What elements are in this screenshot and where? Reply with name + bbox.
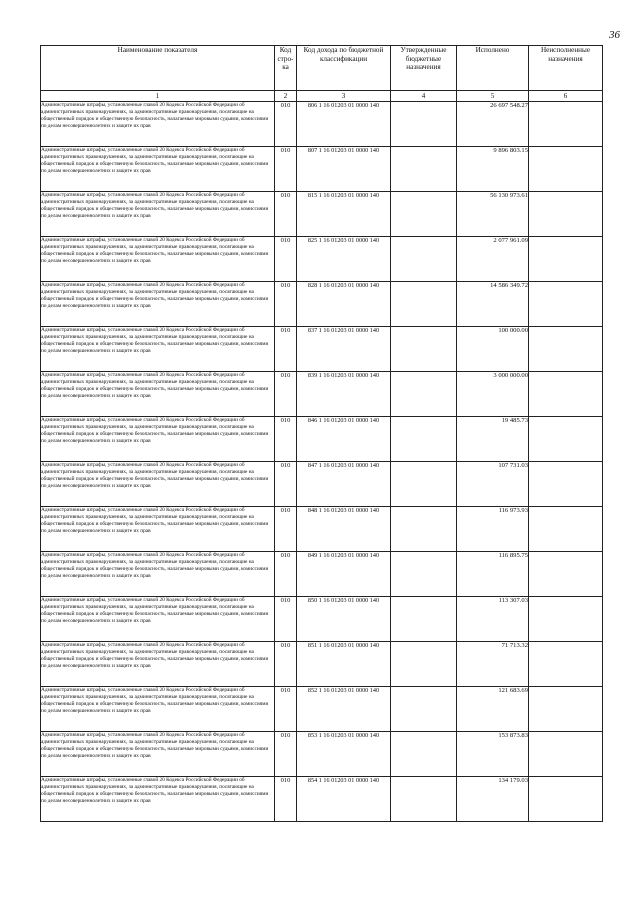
executed-amount: 113 307.03 xyxy=(457,597,529,642)
unexecuted-amount xyxy=(529,192,603,237)
approved-amount xyxy=(391,282,457,327)
approved-amount xyxy=(391,237,457,282)
unexecuted-amount xyxy=(529,462,603,507)
header-name: Наименование показателя xyxy=(41,46,275,91)
budget-classification-code: 848 1 16 01203 01 0000 140 xyxy=(297,507,391,552)
unexecuted-amount xyxy=(529,237,603,282)
executed-amount: 116 895.75 xyxy=(457,552,529,597)
budget-classification-code: 849 1 16 01203 01 0000 140 xyxy=(297,552,391,597)
line-code: 010 xyxy=(275,687,297,732)
approved-amount xyxy=(391,552,457,597)
table-row xyxy=(41,102,603,147)
indicator-name: Административные штрафы, установленные главой 20 Кодекса Российской Федерации об административных правонарушениях, за административные правонарушения, посягающие на общественный порядок и общественную безопасность, налагаемые мировыми судьями, комиссиями по делам несовершеннолетних и защите их прав xyxy=(41,462,275,507)
executed-amount: 153 873.83 xyxy=(457,732,529,777)
line-code: 010 xyxy=(275,417,297,462)
indicator-name: Административные штрафы, установленные главой 20 Кодекса Российской Федерации об административных правонарушениях, за административные правонарушения, посягающие на общественный порядок и общественную безопасность, налагаемые мировыми судьями, комиссиями по делам несовершеннолетних и защите их прав xyxy=(41,417,275,462)
budget-classification-code: 854 1 16 01203 01 0000 140 xyxy=(297,777,391,822)
executed-amount: 121 683.69 xyxy=(457,687,529,732)
budget-classification-code: 806 1 16 01203 01 0000 140 xyxy=(297,102,391,147)
approved-amount xyxy=(391,102,457,147)
approved-amount xyxy=(391,642,457,687)
approved-amount xyxy=(391,192,457,237)
table-row xyxy=(41,687,603,732)
line-code: 010 xyxy=(275,732,297,777)
unexecuted-amount xyxy=(529,147,603,192)
column-number: 6 xyxy=(529,91,603,102)
budget-classification-code: 851 1 16 01203 01 0000 140 xyxy=(297,642,391,687)
unexecuted-amount xyxy=(529,732,603,777)
approved-amount xyxy=(391,777,457,822)
indicator-name: Административные штрафы, установленные главой 20 Кодекса Российской Федерации об административных правонарушениях, за административные правонарушения, посягающие на общественный порядок и общественную безопасность, налагаемые мировыми судьями, комиссиями по делам несовершеннолетних и защите их прав xyxy=(41,282,275,327)
executed-amount: 19 485.73 xyxy=(457,417,529,462)
unexecuted-amount xyxy=(529,372,603,417)
budget-classification-code: 815 1 16 01203 01 0000 140 xyxy=(297,192,391,237)
line-code: 010 xyxy=(275,237,297,282)
budget-classification-code: 807 1 16 01203 01 0000 140 xyxy=(297,147,391,192)
header-executed: Исполнено xyxy=(457,46,529,91)
table-row xyxy=(41,507,603,552)
table-row xyxy=(41,372,603,417)
table-row xyxy=(41,777,603,822)
table-row xyxy=(41,282,603,327)
table-row xyxy=(41,192,603,237)
page-number: 36 xyxy=(609,29,620,41)
executed-amount: 134 179.03 xyxy=(457,777,529,822)
table-row xyxy=(41,732,603,777)
indicator-name: Административные штрафы, установленные главой 20 Кодекса Российской Федерации об административных правонарушениях, за административные правонарушения, посягающие на общественный порядок и общественную безопасность, налагаемые мировыми судьями, комиссиями по делам несовершеннолетних и защите их прав xyxy=(41,237,275,282)
line-code: 010 xyxy=(275,282,297,327)
unexecuted-amount xyxy=(529,687,603,732)
budget-classification-code: 837 1 16 01203 01 0000 140 xyxy=(297,327,391,372)
indicator-name: Административные штрафы, установленные главой 20 Кодекса Российской Федерации об административных правонарушениях, за административные правонарушения, посягающие на общественный порядок и общественную безопасность, налагаемые мировыми судьями, комиссиями по делам несовершеннолетних и защите их прав xyxy=(41,687,275,732)
column-number: 5 xyxy=(457,91,529,102)
approved-amount xyxy=(391,687,457,732)
indicator-name: Административные штрафы, установленные главой 20 Кодекса Российской Федерации об административных правонарушениях, за административные правонарушения, посягающие на общественный порядок и общественную безопасность, налагаемые мировыми судьями, комиссиями по делам несовершеннолетних и защите их прав xyxy=(41,327,275,372)
executed-amount: 9 896 803.15 xyxy=(457,147,529,192)
table-row xyxy=(41,237,603,282)
line-code: 010 xyxy=(275,147,297,192)
indicator-name: Административные штрафы, установленные главой 20 Кодекса Российской Федерации об административных правонарушениях, за административные правонарушения, посягающие на общественный порядок и общественную безопасность, налагаемые мировыми судьями, комиссиями по делам несовершеннолетних и защите их прав xyxy=(41,642,275,687)
indicator-name: Административные штрафы, установленные главой 20 Кодекса Российской Федерации об административных правонарушениях, за административные правонарушения, посягающие на общественный порядок и общественную безопасность, налагаемые мировыми судьями, комиссиями по делам несовершеннолетних и защите их прав xyxy=(41,777,275,822)
executed-amount: 71 713.32 xyxy=(457,642,529,687)
indicator-name: Административные штрафы, установленные главой 20 Кодекса Российской Федерации об административных правонарушениях, за административные правонарушения, посягающие на общественный порядок и общественную безопасность, налагаемые мировыми судьями, комиссиями по делам несовершеннолетних и защите их прав xyxy=(41,507,275,552)
column-number: 1 xyxy=(41,91,275,102)
table-row xyxy=(41,462,603,507)
indicator-name: Административные штрафы, установленные главой 20 Кодекса Российской Федерации об административных правонарушениях, за административные правонарушения, посягающие на общественный порядок и общественную безопасность, налагаемые мировыми судьями, комиссиями по делам несовершеннолетних и защите их прав xyxy=(41,597,275,642)
line-code: 010 xyxy=(275,597,297,642)
unexecuted-amount xyxy=(529,417,603,462)
line-code: 010 xyxy=(275,372,297,417)
column-number: 2 xyxy=(275,91,297,102)
table-row xyxy=(41,417,603,462)
executed-amount: 107 731.03 xyxy=(457,462,529,507)
line-code: 010 xyxy=(275,192,297,237)
indicator-name: Административные штрафы, установленные главой 20 Кодекса Российской Федерации об административных правонарушениях, за административные правонарушения, посягающие на общественный порядок и общественную безопасность, налагаемые мировыми судьями, комиссиями по делам несовершеннолетних и защите их прав xyxy=(41,732,275,777)
budget-classification-code: 850 1 16 01203 01 0000 140 xyxy=(297,597,391,642)
executed-amount: 3 000 000.00 xyxy=(457,372,529,417)
budget-classification-code: 847 1 16 01203 01 0000 140 xyxy=(297,462,391,507)
executed-amount: 100 000.00 xyxy=(457,327,529,372)
header-kbk: Код дохода по бюджетной классификации xyxy=(297,46,391,91)
approved-amount xyxy=(391,732,457,777)
table-row xyxy=(41,327,603,372)
approved-amount xyxy=(391,372,457,417)
line-code: 010 xyxy=(275,327,297,372)
executed-amount: 2 077 961.09 xyxy=(457,237,529,282)
unexecuted-amount xyxy=(529,282,603,327)
approved-amount xyxy=(391,417,457,462)
column-number-row xyxy=(41,91,603,102)
table-row xyxy=(41,147,603,192)
budget-classification-code: 852 1 16 01203 01 0000 140 xyxy=(297,687,391,732)
line-code: 010 xyxy=(275,507,297,552)
table-row xyxy=(41,552,603,597)
line-code: 010 xyxy=(275,552,297,597)
line-code: 010 xyxy=(275,102,297,147)
unexecuted-amount xyxy=(529,642,603,687)
executed-amount: 14 586 349.72 xyxy=(457,282,529,327)
line-code: 010 xyxy=(275,462,297,507)
indicator-name: Административные штрафы, установленные главой 20 Кодекса Российской Федерации об административных правонарушениях, за административные правонарушения, посягающие на общественный порядок и общественную безопасность, налагаемые мировыми судьями, комиссиями по делам несовершеннолетних и защите их прав xyxy=(41,552,275,597)
indicator-name: Административные штрафы, установленные главой 20 Кодекса Российской Федерации об административных правонарушениях, за административные правонарушения, посягающие на общественный порядок и общественную безопасность, налагаемые мировыми судьями, комиссиями по делам несовершеннолетних и защите их прав xyxy=(41,192,275,237)
unexecuted-amount xyxy=(529,597,603,642)
indicator-name: Административные штрафы, установленные главой 20 Кодекса Российской Федерации об административных правонарушениях, за административные правонарушения, посягающие на общественный порядок и общественную безопасность, налагаемые мировыми судьями, комиссиями по делам несовершеннолетних и защите их прав xyxy=(41,147,275,192)
executed-amount: 116 973.93 xyxy=(457,507,529,552)
column-number: 4 xyxy=(391,91,457,102)
header-code: Код стро-ка xyxy=(275,46,297,91)
line-code: 010 xyxy=(275,777,297,822)
executed-amount: 26 697 548.27 xyxy=(457,102,529,147)
budget-classification-code: 825 1 16 01203 01 0000 140 xyxy=(297,237,391,282)
indicator-name: Административные штрафы, установленные главой 20 Кодекса Российской Федерации об административных правонарушениях, за административные правонарушения, посягающие на общественный порядок и общественную безопасность, налагаемые мировыми судьями, комиссиями по делам несовершеннолетних и защите их прав xyxy=(41,102,275,147)
approved-amount xyxy=(391,147,457,192)
approved-amount xyxy=(391,597,457,642)
unexecuted-amount xyxy=(529,507,603,552)
budget-classification-code: 853 1 16 01203 01 0000 140 xyxy=(297,732,391,777)
budget-classification-code: 846 1 16 01203 01 0000 140 xyxy=(297,417,391,462)
approved-amount xyxy=(391,507,457,552)
unexecuted-amount xyxy=(529,327,603,372)
header-approved: Утвержденные бюджетные назначения xyxy=(391,46,457,91)
unexecuted-amount xyxy=(529,552,603,597)
table-row xyxy=(41,597,603,642)
table-row xyxy=(41,642,603,687)
approved-amount xyxy=(391,462,457,507)
executed-amount: 56 130 973.61 xyxy=(457,192,529,237)
table-header-row xyxy=(41,46,603,91)
budget-classification-code: 828 1 16 01203 01 0000 140 xyxy=(297,282,391,327)
unexecuted-amount xyxy=(529,102,603,147)
budget-execution-table xyxy=(40,45,603,822)
header-unexecuted: Неисполненные назначения xyxy=(529,46,603,91)
approved-amount xyxy=(391,327,457,372)
column-number: 3 xyxy=(297,91,391,102)
line-code: 010 xyxy=(275,642,297,687)
indicator-name: Административные штрафы, установленные главой 20 Кодекса Российской Федерации об административных правонарушениях, за административные правонарушения, посягающие на общественный порядок и общественную безопасность, налагаемые мировыми судьями, комиссиями по делам несовершеннолетних и защите их прав xyxy=(41,372,275,417)
budget-classification-code: 839 1 16 01203 01 0000 140 xyxy=(297,372,391,417)
unexecuted-amount xyxy=(529,777,603,822)
